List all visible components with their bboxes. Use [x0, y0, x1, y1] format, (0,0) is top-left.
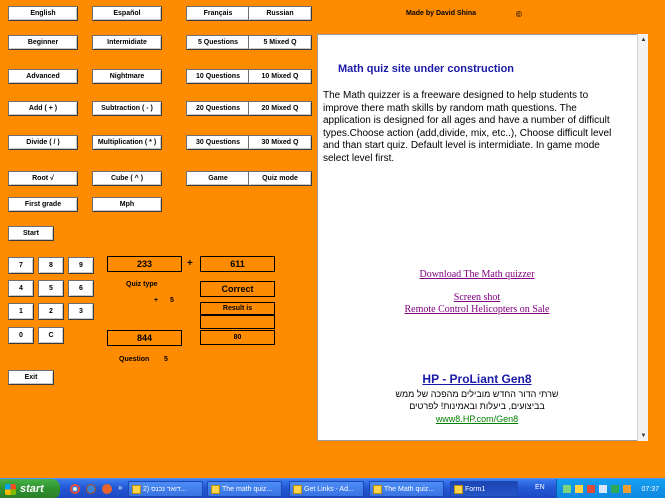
window-icon [211, 485, 220, 494]
ad-line-2: בביצועים, ביעלות ובאמינות! לפרטים [409, 401, 545, 411]
question-label: Question [119, 356, 150, 363]
task-get-links-label: Get Links - Ad... [304, 485, 354, 493]
q5-button[interactable]: 5 Questions [186, 35, 250, 50]
form-icon [454, 485, 463, 494]
start-label: start [20, 483, 44, 495]
key-7-button[interactable]: 7 [8, 257, 34, 274]
start-button[interactable] [0, 479, 60, 498]
op-root-button[interactable]: Root √ [8, 171, 78, 186]
first-grade-button[interactable]: First grade [8, 197, 78, 212]
operand2-box: 611 [200, 256, 275, 272]
download-link[interactable]: Download The Math quizzer [419, 269, 535, 280]
lang-russian-button[interactable]: Russian [248, 6, 312, 21]
security-icon[interactable] [575, 485, 583, 493]
volume-icon[interactable] [599, 485, 607, 493]
op-divide-button[interactable]: Divide ( / ) [8, 135, 78, 150]
op-cube-button[interactable]: Cube ( ^ ) [92, 171, 162, 186]
helicopters-link[interactable]: Remote Control Helicopters on Sale [404, 304, 550, 315]
expand-quicklaunch-icon[interactable]: » [118, 483, 123, 492]
firefox-alt-icon[interactable] [102, 484, 112, 494]
copyright-symbol: © [516, 10, 522, 19]
game-mode-button[interactable]: Game [186, 171, 250, 186]
question-number: 5 [164, 356, 168, 363]
op-subtraction-button[interactable]: Subtraction ( - ) [92, 101, 162, 116]
system-tray [556, 479, 665, 498]
task-form1-label: Form1 [465, 485, 486, 493]
quiz-type-value: + [154, 297, 159, 304]
task-get-links[interactable] [289, 481, 364, 497]
language-indicator[interactable]: EN [535, 484, 545, 491]
ad-line-1: שרתי הדור החדש מובילים מהפכה של ממש [395, 389, 559, 399]
key-2-button[interactable]: 2 [38, 303, 64, 320]
browser-icon [293, 485, 302, 494]
q5-mixed-button[interactable]: 5 Mixed Q [248, 35, 312, 50]
mail-icon [132, 485, 141, 494]
update-icon[interactable] [611, 485, 619, 493]
screenshot-link[interactable]: Screen shot [453, 292, 501, 303]
ad-url-link[interactable]: www8.HP.com/Gen8 [435, 414, 519, 424]
result-value-box [200, 315, 275, 329]
network-icon[interactable] [563, 485, 571, 493]
task-math-quiz-1[interactable] [207, 481, 282, 497]
key-4-button[interactable]: 4 [8, 280, 34, 297]
quiz-type-number: 5 [170, 297, 174, 304]
task-inbox[interactable] [128, 481, 203, 497]
key-1-button[interactable]: 1 [8, 303, 34, 320]
exit-button[interactable]: Exit [8, 370, 54, 385]
q20-mixed-button[interactable]: 20 Mixed Q [248, 101, 312, 116]
operator-label: + [187, 258, 193, 269]
key-6-button[interactable]: 6 [68, 280, 94, 297]
chrome-icon[interactable] [70, 484, 80, 494]
taskbar [0, 478, 665, 498]
task-math-quiz-2-label: The Math quiz... [384, 485, 435, 493]
level-beginner-button[interactable]: Beginner [8, 35, 78, 50]
op-multiplication-button[interactable]: Multiplication ( * ) [92, 135, 162, 150]
key-0-button[interactable]: 0 [8, 327, 34, 344]
window-icon [373, 485, 382, 494]
windows-logo-icon [5, 484, 16, 495]
scroll-down-icon[interactable]: ▼ [640, 432, 647, 439]
q30-button[interactable]: 30 Questions [186, 135, 250, 150]
answer-input[interactable]: 844 [107, 330, 182, 346]
op-add-button[interactable]: Add ( + ) [8, 101, 78, 116]
q20-button[interactable]: 20 Questions [186, 101, 250, 116]
level-nightmare-button[interactable]: Nightmare [92, 69, 162, 84]
quiz-mode-button[interactable]: Quiz mode [248, 171, 312, 186]
q10-button[interactable]: 10 Questions [186, 69, 250, 84]
key-9-button[interactable]: 9 [68, 257, 94, 274]
web-browser-panel[interactable] [317, 34, 648, 441]
task-inbox-label: דואר נכנס (2... [143, 485, 187, 493]
web-page-title: Math quiz site under construction [338, 63, 515, 75]
operand1-box: 233 [107, 256, 182, 272]
firefox-icon[interactable] [86, 484, 96, 494]
ad-title-link[interactable]: HP - ProLiant Gen8 [422, 372, 532, 386]
q30-mixed-button[interactable]: 30 Mixed Q [248, 135, 312, 150]
clock[interactable]: 07:37 [641, 485, 659, 493]
mph-button[interactable]: Mph [92, 197, 162, 212]
web-page-description: The Math quizzer is a freeware designed to help students to improve there math skills by random math questions. The application is designed for all ages and have a number of difficult types.Choose action (add,divide, mix, etc..), Choose difficult level and than start quiz. Default level is intermidiate. In game mode select level first. [323, 90, 612, 164]
messenger-icon[interactable] [623, 485, 631, 493]
antivirus-icon[interactable] [587, 485, 595, 493]
key-3-button[interactable]: 3 [68, 303, 94, 320]
status-box: Correct [200, 281, 275, 297]
lang-spanish-button[interactable]: Español [92, 6, 162, 21]
lang-french-button[interactable]: Français [186, 6, 250, 21]
scroll-up-icon[interactable]: ▲ [640, 36, 647, 43]
task-math-quiz-1-label: The math quiz... [222, 485, 273, 493]
made-by-label: Made by David Shina [406, 10, 477, 17]
level-intermediate-button[interactable]: Intermidiate [92, 35, 162, 50]
score-box: 80 [200, 330, 275, 345]
key-clear-button[interactable]: C [38, 327, 64, 344]
web-scrollbar[interactable] [637, 34, 648, 441]
task-form1[interactable] [450, 481, 518, 497]
start-quiz-button[interactable]: Start [8, 226, 54, 241]
q10-mixed-button[interactable]: 10 Mixed Q [248, 69, 312, 84]
level-advanced-button[interactable]: Advanced [8, 69, 78, 84]
task-math-quiz-2[interactable] [369, 481, 444, 497]
result-label-box: Result is [200, 302, 275, 315]
key-8-button[interactable]: 8 [38, 257, 64, 274]
lang-english-button[interactable]: English [8, 6, 78, 21]
quiz-type-label: Quiz type [126, 281, 158, 288]
key-5-button[interactable]: 5 [38, 280, 64, 297]
